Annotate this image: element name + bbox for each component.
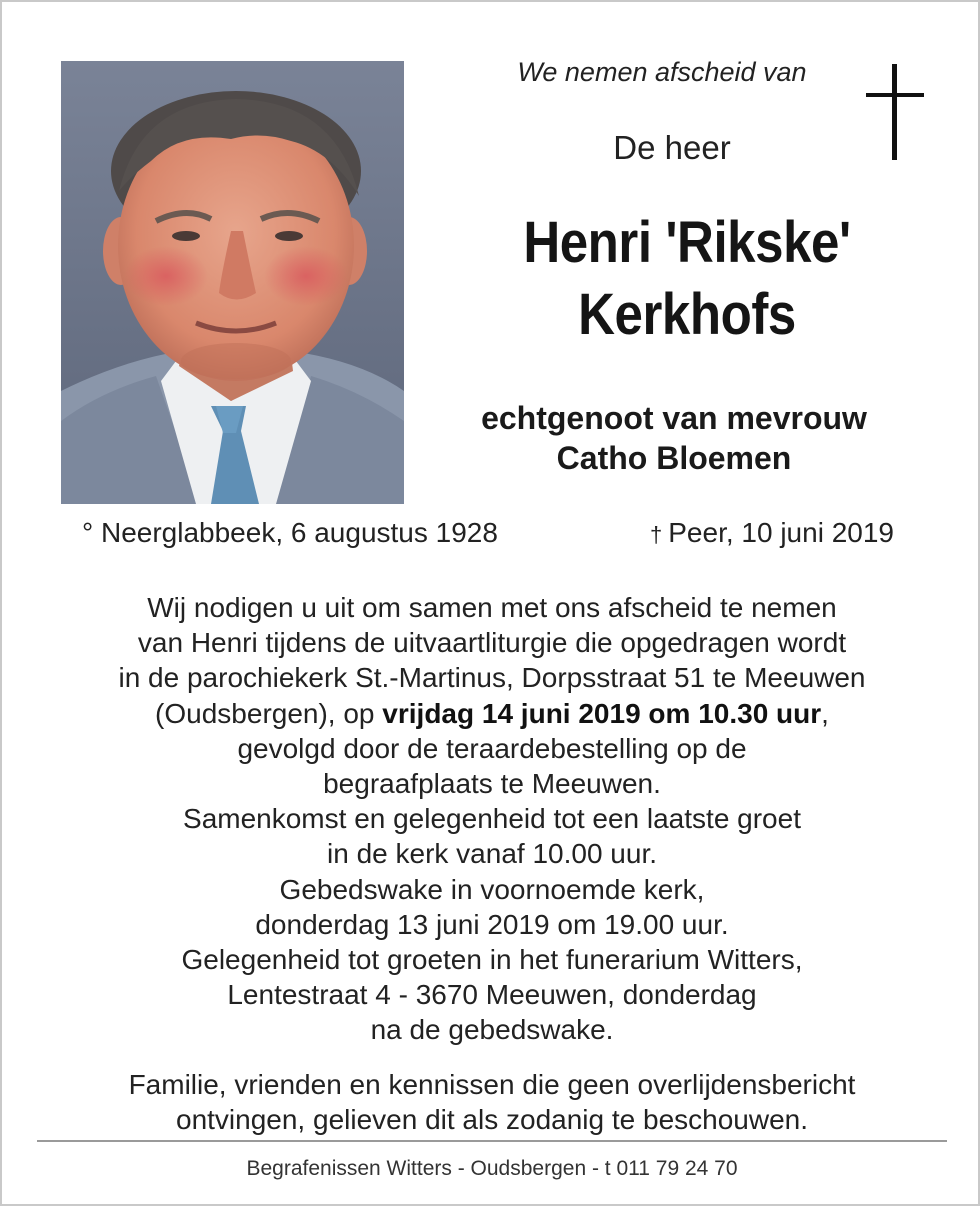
body-line: donderdag 13 juni 2019 om 19.00 uur. <box>255 908 729 940</box>
death-text: Peer, 10 juni 2019 <box>668 517 894 548</box>
closing-line: Familie, vrienden en kennissen die geen overlijdensbericht <box>128 1069 856 1100</box>
birth-info: ° Neerglabbeek, 6 augustus 1928 <box>82 517 498 548</box>
divider <box>37 1140 947 1142</box>
intro-text: We nemen afscheid van <box>517 57 807 87</box>
body-line: in de parochiekerk St.-Martinus, Dorpsstraat 51 te Meeuwen <box>118 662 866 694</box>
body-line4-pre: (Oudsbergen), op <box>155 697 383 729</box>
closing-note <box>42 1067 942 1137</box>
spouse-info <box>434 398 914 478</box>
body-line4-post: , <box>821 697 829 729</box>
salutation: De heer <box>613 129 731 166</box>
funeral-details <box>42 590 942 1048</box>
body-line: gevolgd door de teraardebestelling op de <box>237 732 747 764</box>
deceased-name <box>489 207 885 351</box>
dagger-icon: † <box>650 522 663 547</box>
body-line <box>42 696 942 731</box>
death-info <box>650 517 894 549</box>
deceased-name-line1: Henri 'Rikske' <box>523 210 851 275</box>
body-line: Wij nodigen u uit om samen met ons afscheid te nemen <box>147 592 837 623</box>
spouse-line2: Catho Bloemen <box>556 440 792 476</box>
spouse-line1: echtgenoot van mevrouw <box>481 400 867 436</box>
body-line: Gebedswake in voornoemde kerk, <box>279 873 705 905</box>
closing-line: ontvingen, gelieven dit als zodanig te beschouwen. <box>176 1104 808 1135</box>
body-line: na de gebedswake. <box>370 1014 614 1046</box>
portrait-photo <box>61 61 404 504</box>
portrait-image <box>61 61 404 504</box>
body-line: van Henri tijdens de uitvaartliturgie die opgedragen wordt <box>137 627 847 659</box>
cross-icon <box>866 64 924 160</box>
service-datetime: vrijdag 14 juni 2019 om 10.30 uur <box>382 697 822 729</box>
body-line: begraafplaats te Meeuwen. <box>323 768 661 800</box>
body-line: Gelegenheid tot groeten in het funerarium Witters, <box>181 944 803 976</box>
deceased-name-line2: Kerkhofs <box>578 282 796 347</box>
funeral-home-footer: Begrafenissen Witters - Oudsbergen - t 011 79 24 70 <box>246 1157 738 1180</box>
body-line: in de kerk vanaf 10.00 uur. <box>327 838 657 870</box>
body-line: Lentestraat 4 - 3670 Meeuwen, donderdag <box>227 979 757 1011</box>
body-line: Samenkomst en gelegenheid tot een laatste groet <box>183 803 801 835</box>
